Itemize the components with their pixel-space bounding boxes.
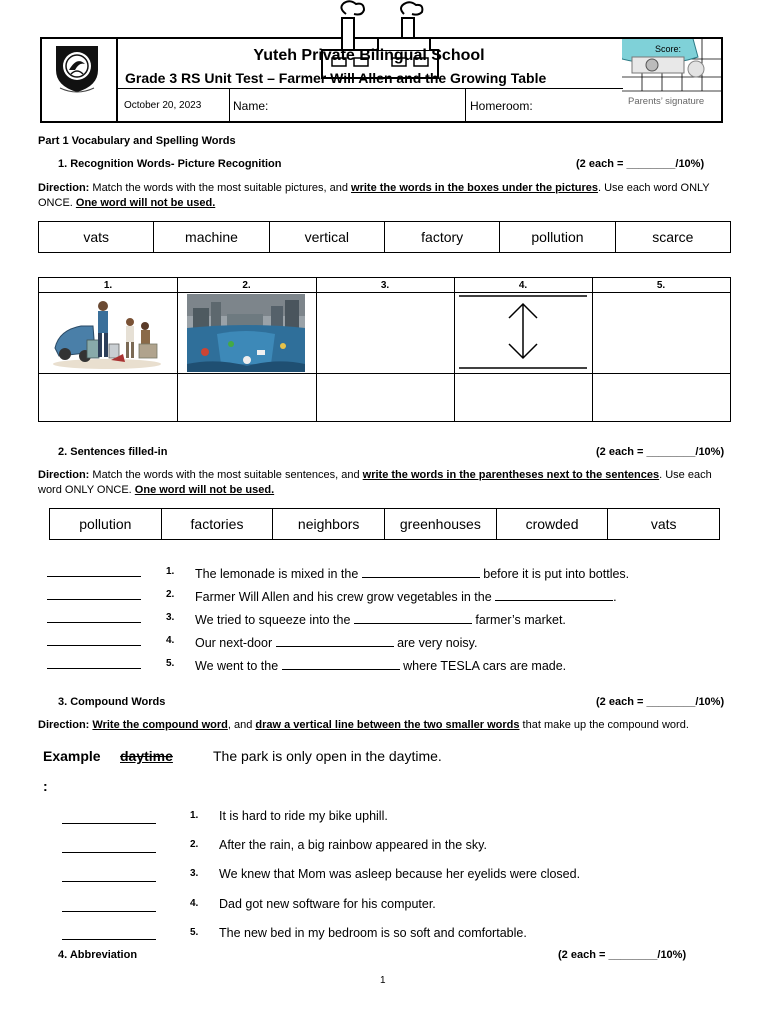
test-title: Grade 3 RS Unit Test – Farmer Will Allen and the Growing Table (125, 70, 547, 86)
word-bank-item: neighbors (273, 509, 385, 539)
word-bank-item: machine (154, 222, 269, 252)
word-bank-2 (49, 508, 720, 540)
section2-score: (2 each = ________/10%) (596, 446, 725, 458)
factory-illustration (318, 0, 442, 80)
sentence-number: 4. (166, 635, 175, 646)
test-date: October 20, 2023 (124, 100, 202, 111)
sentence-number: 1. (190, 810, 199, 821)
sentence-number: 2. (190, 839, 199, 850)
column-header: 5. (592, 278, 730, 293)
word-bank-item: vats (39, 222, 154, 252)
header-cell-divider (465, 89, 466, 121)
sentence-number: 3. (166, 612, 175, 623)
example-colon: : (43, 778, 48, 794)
sentence-number: 4. (190, 898, 199, 909)
fill-sentence: We went to the where TESLA cars are made. (195, 659, 567, 673)
sentence-number: 3. (190, 868, 199, 879)
word-bank-item: pollution (50, 509, 162, 539)
sentence-number: 1. (166, 566, 175, 577)
sentence-blank[interactable] (282, 657, 400, 670)
word-bank-item: vertical (270, 222, 385, 252)
section3-heading: 3. Compound Words (58, 696, 166, 708)
section2-direction: Direction: Match the words with the most suitable sentences, and write the words in the parentheses next to the sentences. Use each word ONLY ONCE. One word will not be used. (38, 469, 712, 496)
compound-sentence: Dad got new software for his computer. (219, 897, 436, 911)
sentence-blank[interactable] (495, 588, 613, 601)
word-bank-item: factories (162, 509, 274, 539)
compound-sentence: It is hard to ride my bike uphill. (219, 809, 388, 823)
answer-line[interactable] (47, 576, 141, 577)
column-header: 2. (177, 278, 316, 293)
fill-sentence: The lemonade is mixed in the before it is put into bottles. (195, 567, 630, 581)
word-bank-item: crowded (497, 509, 609, 539)
sentence-number: 2. (166, 589, 175, 600)
answer-line[interactable] (62, 881, 156, 882)
homeroom-label: Homeroom: (470, 99, 533, 113)
answer-line[interactable] (47, 645, 141, 646)
example-label: Example (43, 748, 101, 764)
sentence-blank[interactable] (362, 565, 480, 578)
school-name: Yuteh Private Bilingual School (253, 47, 485, 64)
vats-picture (51, 296, 163, 370)
compound-sentence: After the rain, a big rainbow appeared in the sky. (219, 838, 487, 852)
header-divider (116, 88, 623, 89)
sentence-number: 5. (166, 658, 175, 669)
word-bank-1 (38, 221, 731, 253)
sentence-blank[interactable] (354, 611, 472, 624)
fill-sentence: Farmer Will Allen and his crew grow vegetables in the . (195, 590, 617, 604)
header-cell-divider (229, 89, 230, 121)
fill-sentence: We tried to squeeze into the farmer’s market. (195, 613, 566, 627)
word-bank-item: greenhouses (385, 509, 497, 539)
school-logo (50, 40, 104, 94)
answer-line[interactable] (47, 599, 141, 600)
answer-line[interactable] (62, 911, 156, 912)
name-label: Name: (233, 99, 269, 113)
word-bank-item: vats (650, 516, 677, 532)
compound-sentence: The new bed in my bedroom is so soft and comfortable. (219, 926, 527, 940)
example-word: daytime (120, 748, 173, 764)
part1-title: Part 1 Vocabulary and Spelling Words (38, 135, 236, 147)
section1-heading: 1. Recognition Words- Picture Recognition (58, 158, 282, 170)
column-header: 4. (454, 278, 592, 293)
parents-signature-label: Parents’ signature (628, 96, 705, 107)
section4-heading: 4. Abbreviation (58, 949, 138, 961)
column-header: 3. (316, 278, 454, 293)
compound-sentence: We knew that Mom was asleep because her eyelids were closed. (219, 867, 581, 881)
score-label: Score: (655, 44, 682, 54)
page-number: 1 (380, 975, 386, 986)
answer-line[interactable] (47, 668, 141, 669)
word-bank-item: factory (385, 222, 500, 252)
example-sentence: The park is only open in the daytime. (213, 748, 442, 764)
answer-line[interactable] (47, 622, 141, 623)
word-bank-item: pollution (500, 222, 615, 252)
pollution-picture (187, 294, 305, 372)
vertical-arrow-picture (457, 294, 589, 370)
section2-heading: 2. Sentences filled-in (58, 446, 168, 458)
answer-line[interactable] (62, 939, 156, 940)
fill-sentence: Our next-door are very noisy. (195, 636, 478, 650)
section1-score: (2 each = ________/10%) (576, 158, 705, 170)
answer-line[interactable] (62, 823, 156, 824)
section3-direction: Direction: Write the compound word, and draw a vertical line between the two smaller words that make up the compound word. (38, 719, 689, 731)
section4-score: (2 each = ________/10%) (558, 949, 687, 961)
picture-table (38, 277, 731, 422)
section1-direction: Direction: Match the words with the most suitable pictures, and write the words in the boxes under the pictures. Use each word ONLY ONCE. One word will not be used. (38, 182, 710, 209)
answer-line[interactable] (62, 852, 156, 853)
sentence-blank[interactable] (276, 634, 394, 647)
word-bank-item: scarce (652, 229, 694, 245)
column-header: 1. (39, 278, 177, 293)
section3-score: (2 each = ________/10%) (596, 696, 725, 708)
sentence-number: 5. (190, 927, 199, 938)
